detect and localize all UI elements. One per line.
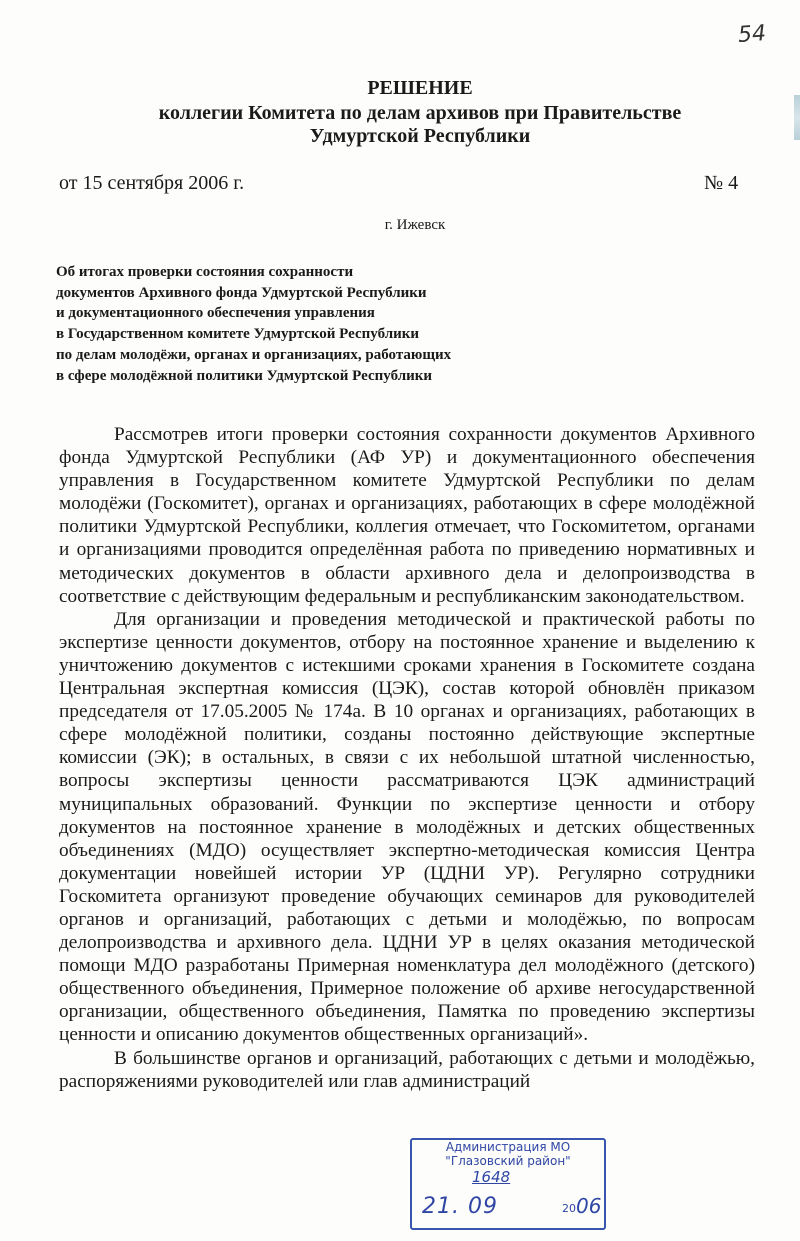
subject-line: Об итогах проверки состояния сохранности	[56, 264, 354, 280]
decision-number: № 4	[704, 172, 739, 194]
issuer-line-1: коллегии Комитета по делам архивов при Правительстве	[158, 102, 682, 124]
subject-line: по делам молодёжи, органах и организациях, работающих	[56, 346, 452, 363]
stamp-registration-number: 1648	[472, 1168, 511, 1186]
paragraph: Для организации и проведения методической и практической работы по экспертизе ценности документов, отбору на постоянное хранение и выделению к уничтожению документов с истекшими сроками хранения в Госкомитете создана Центральная экспертная комиссия (ЦЭК), состав которой обновлён приказом председателя от 17.05.2005 № 174а. В 10 органах и организациях, работающих в сфере молодёжной политики, созданы постоянно действующие экспертные комиссии (ЭК); в остальных, в связи с их небольшой штатной численностью, вопросы экспертизы ценности рассматриваются ЦЭК администраций муниципальных образований. Функции по экспертизе ценности и отбору документов на постоянное хранение в молодёжных и детских общественных объединениях (МДО) осуществляет экспертно-методическая комиссия Центра документации новейшей истории УР (ЦДНИ УР). Регулярно сотрудники Госкомитета организуют проведение обучающих семинаров для руководителей органов и организаций, работающих с детьми и молодёжью, по вопросам делопроизводства и архивного дела. ЦДНИ УР в целях оказания методической помощи МДО разработаны Примерная номенклатура дел молодёжного (детского) общественного объединения, Примерное положение об архиве негосударственной организации, общественного объединения, Памятка по проведению экспертизы ценности и описанию документов общественных организаций».	[59, 608, 755, 1046]
paragraph: Рассмотрев итоги проверки состояния сохранности документов Архивного фонда Удмуртской Республики (АФ УР) и документационного обеспечения управления в Государственном комитете Удмуртской Республики по делам молодёжи (Госкомитет), органах и организациях, работающих в сфере молодёжной политики Удмуртской Республики, коллегия отмечает, что Госкомитетом, органами и организациями проводится определённая работа по приведению нормативных и методических документов в области архивного дела и делопроизводства в соответствие с действующим федеральным и республиканским законодательством.	[59, 424, 755, 607]
decision-date: от 15 сентября 2006 г.	[59, 172, 245, 194]
subject-line: в Государственном комитете Удмуртской Республики	[56, 326, 420, 343]
city: г. Ижевск	[384, 217, 446, 233]
registration-stamp	[410, 1138, 606, 1230]
subject-line: и документационного обеспечения управления	[56, 305, 375, 322]
paragraph: В большинстве органов и организаций, работающих с детьми и молодёжью, распоряжениями руководителей или глав администраций	[59, 1047, 755, 1092]
body-text	[59, 423, 755, 1093]
issuer-line-2: Удмуртской Республики	[309, 125, 531, 147]
stamp-year-suffix: 06	[576, 1194, 602, 1218]
subject-line: документов Архивного фонда Удмуртской Республики	[56, 284, 427, 301]
stamp-org-line: Администрация МО	[445, 1140, 571, 1154]
document-title: РЕШЕНИЕ	[367, 77, 473, 99]
stamp-date: 21. 09	[422, 1194, 498, 1219]
stamp-district-line: "Глазовский район"	[445, 1154, 571, 1168]
subject-block	[56, 262, 451, 386]
subject-line: в сфере молодёжной политики Удмуртской Республики	[56, 367, 433, 384]
stamp-year-prefix: 20	[562, 1202, 576, 1215]
page-number: 54	[737, 21, 767, 48]
